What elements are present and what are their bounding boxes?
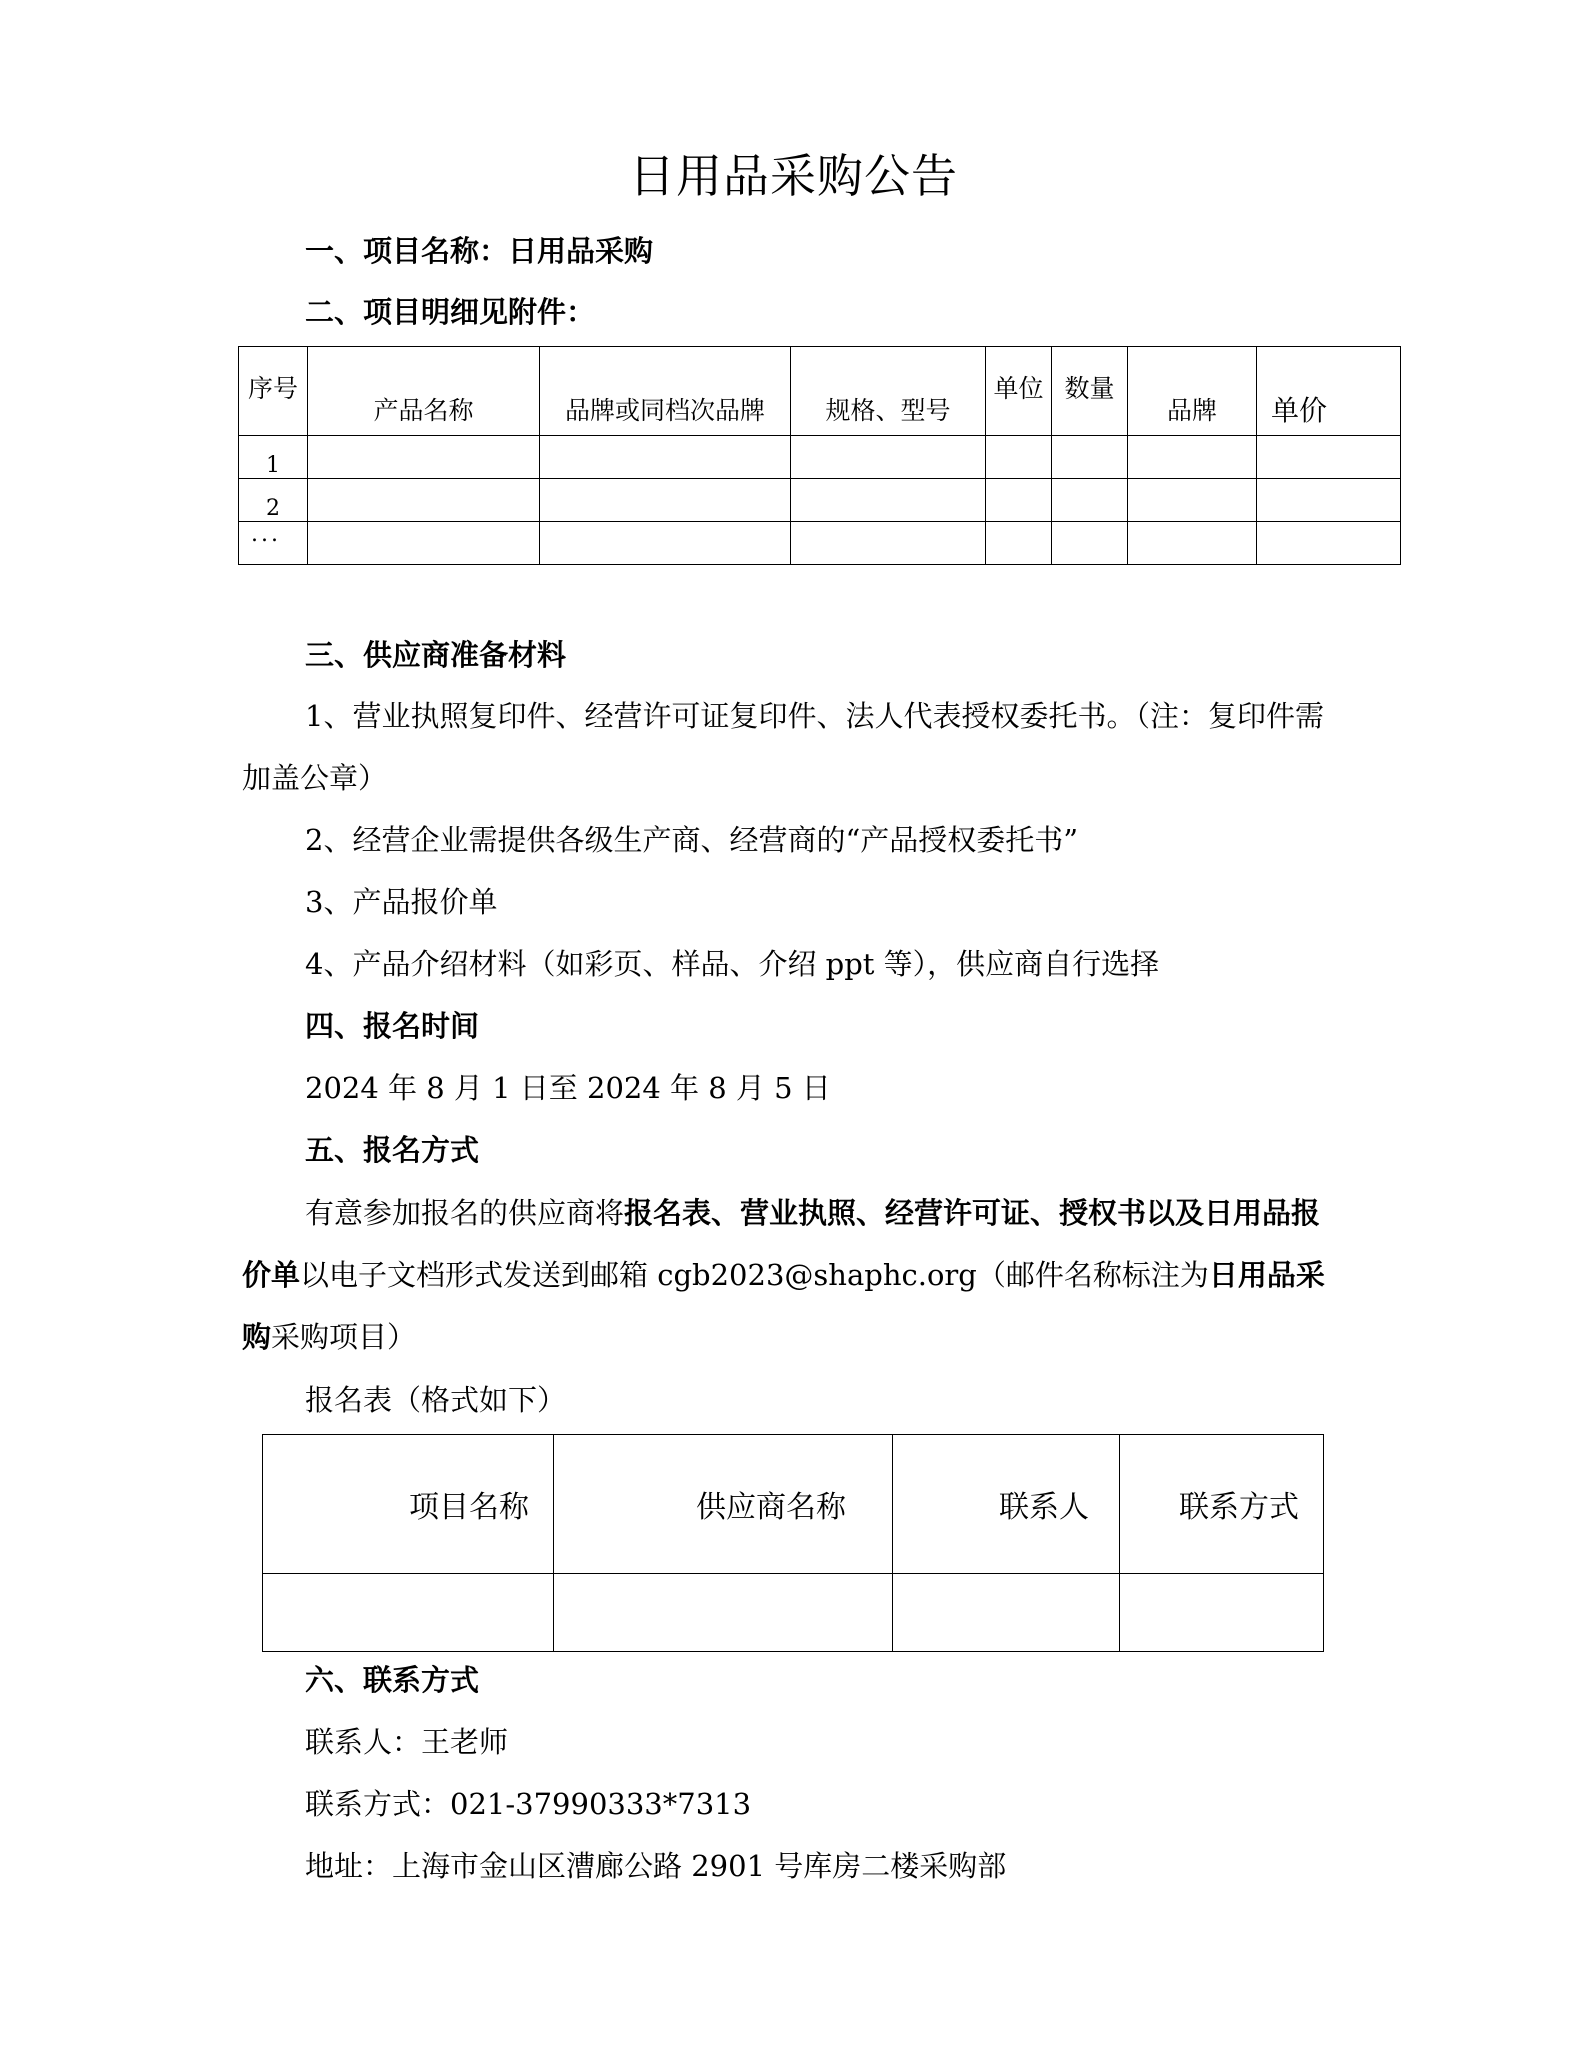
row-index: 1 [239,436,308,479]
section-3-item-3: 3、产品报价单 [305,885,498,919]
contact-person: 联系人：王老师 [305,1725,509,1759]
header-seq: 序号 [239,347,308,436]
table-row [239,522,1401,565]
page-title: 日用品采购公告 [629,149,958,203]
items-table [238,346,1401,565]
items-table-header [239,347,1401,436]
section-3-item-2: 2、经营企业需提供各级生产商、经营商的“产品授权委托书” [305,823,1079,857]
section-3-heading: 三、供应商准备材料 [305,638,567,672]
header-project-name: 项目名称 [263,1435,554,1574]
header-brand: 品牌 [1128,347,1257,436]
header-unit: 单位 [986,347,1052,436]
signup-table [262,1434,1324,1652]
table-row [239,436,1401,479]
header-contact-person: 联系人 [893,1435,1120,1574]
table-row [239,479,1401,522]
section-1-project-name: 一、项目名称：日用品采购 [305,234,654,268]
registration-dates: 2024 年 8 月 1 日至 2024 年 8 月 5 日 [305,1071,831,1105]
header-supplier-name: 供应商名称 [554,1435,893,1574]
header-brand-equivalent: 品牌或同档次品牌 [540,347,791,436]
table-row [263,1574,1324,1652]
header-product-name: 产品名称 [308,347,540,436]
row-index: ... [239,522,308,565]
section-6-heading: 六、联系方式 [305,1663,480,1697]
section-3-item-1: 1、营业执照复印件、经营许可证复印件、法人代表授权委托书。（注：复印件需加盖公章） [242,699,1324,795]
signup-table-header [263,1435,1324,1574]
section-5-heading: 五、报名方式 [305,1133,480,1167]
header-quantity: 数量 [1052,347,1128,436]
section-2-heading: 二、项目明细见附件： [305,295,596,329]
header-unit-price: 单价 [1257,347,1401,436]
section-3-item-4: 4、产品介绍材料（如彩页、样品、介绍 ppt 等），供应商自行选择 [305,947,1160,981]
section-4-heading: 四、报名时间 [305,1009,480,1043]
header-contact-method: 联系方式 [1120,1435,1324,1574]
contact-phone: 联系方式：021-37990333*7313 [305,1787,752,1821]
contact-address: 地址：上海市金山区漕廊公路 2901 号库房二楼采购部 [305,1849,1007,1883]
row-index: 2 [239,479,308,522]
signup-form-label: 报名表（格式如下） [305,1383,567,1417]
section-5-paragraph: 有意参加报名的供应商将报名表、营业执照、经营许可证、授权书以及日用品报价单以电子文档形式发送到邮箱 cgb2023@shaphc.org（邮件名称标注为日用品采购采购项目） [242,1196,1325,1354]
header-spec-model: 规格、型号 [791,347,986,436]
